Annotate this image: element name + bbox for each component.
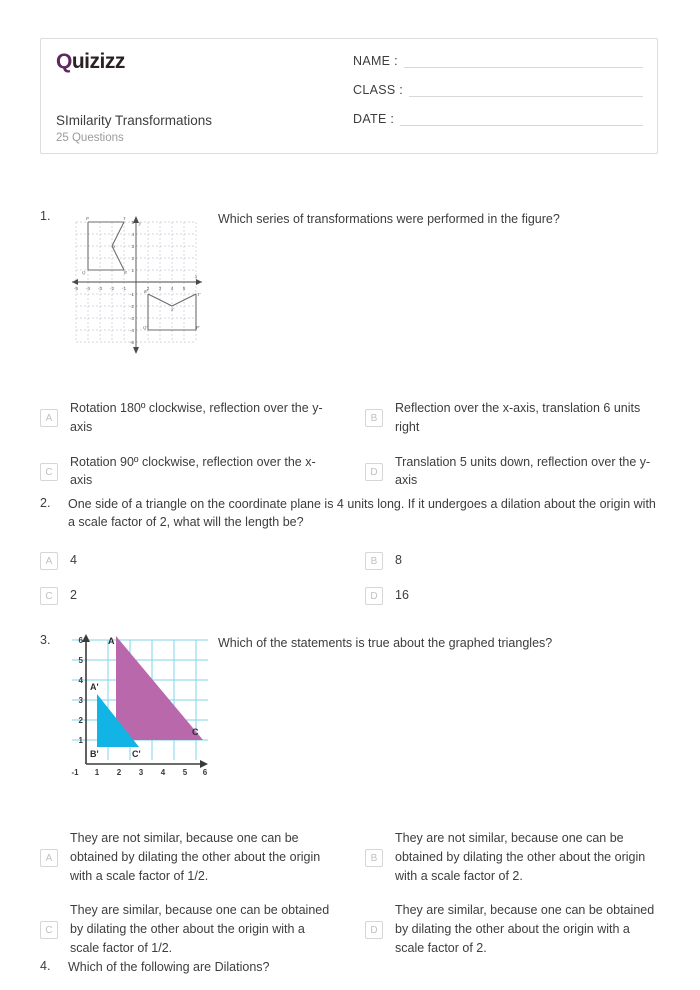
answer-letter-c: C <box>40 587 58 605</box>
question-3-answer-d[interactable] <box>365 901 660 957</box>
answer-letter-d: D <box>365 463 383 481</box>
svg-text:T': T' <box>197 292 201 297</box>
question-1-head <box>40 208 660 361</box>
quiz-header-card <box>40 38 658 154</box>
svg-text:-2: -2 <box>109 286 115 291</box>
name-field-row <box>353 53 643 68</box>
name-field-label: NAME : <box>353 54 398 68</box>
question-2-answer-a[interactable] <box>40 551 335 570</box>
question-2-answers <box>40 551 660 605</box>
question-1-number: 1. <box>40 209 51 223</box>
label-C: C <box>192 727 199 737</box>
label-B-prime: B' <box>90 749 99 759</box>
answer-letter-b: B <box>365 552 383 570</box>
answer-letter-d: D <box>365 587 383 605</box>
answer-text-a: Rotation 180º clockwise, reflection over the y-axis <box>70 401 323 434</box>
svg-text:3: 3 <box>131 244 134 249</box>
answer-letter-b: B <box>365 849 383 867</box>
svg-text:4: 4 <box>170 286 174 291</box>
svg-text:4: 4 <box>160 768 166 777</box>
svg-text:3: 3 <box>138 768 144 777</box>
svg-text:6: 6 <box>202 768 208 777</box>
answer-letter-a: A <box>40 552 58 570</box>
question-4-number: 4. <box>40 959 51 973</box>
svg-text:6: 6 <box>78 636 83 645</box>
question-1-text: Which series of transformations were performed in the figure? <box>218 212 560 226</box>
svg-text:3: 3 <box>78 696 83 705</box>
svg-text:T: T <box>123 216 126 221</box>
name-input-line[interactable] <box>404 53 643 68</box>
svg-text:4: 4 <box>78 676 83 685</box>
answer-text-b: 8 <box>395 553 402 568</box>
question-4-text: Which of the following are Dilations? <box>68 960 270 974</box>
answer-text-a: They are not similar, because one can be obtained by dilating the other about the origin with a scale factor of 1/2. <box>70 831 321 883</box>
date-field-row <box>353 111 643 126</box>
question-1-answer-d[interactable] <box>365 453 660 491</box>
svg-text:5: 5 <box>78 656 83 665</box>
dilated-triangles-figure <box>68 632 214 784</box>
quiz-title: SImilarity Transformations <box>56 113 213 128</box>
answer-text-d: Translation 5 units down, reflection over the y-axis <box>395 454 651 488</box>
question-3-text: Which of the statements is true about the graphed triangles? <box>218 636 553 650</box>
svg-text:Q': Q' <box>143 325 148 330</box>
class-field-row <box>353 82 643 97</box>
svg-text:5: 5 <box>182 768 188 777</box>
quiz-question-count: 25 Questions <box>56 131 124 144</box>
svg-text:1: 1 <box>78 736 83 745</box>
svg-text:y: y <box>139 222 142 227</box>
svg-text:-1: -1 <box>71 768 79 777</box>
question-2-head <box>40 495 660 531</box>
question-3-answer-a[interactable] <box>40 829 335 885</box>
answer-text-a: 4 <box>70 553 77 568</box>
answer-letter-a: A <box>40 849 58 867</box>
svg-text:Q: Q <box>82 270 86 275</box>
question-3-head <box>40 632 660 789</box>
question-2-answer-d[interactable] <box>365 586 660 605</box>
label-C-prime: C' <box>132 749 141 759</box>
svg-text:P': P' <box>196 325 200 330</box>
answer-text-d: 16 <box>395 588 409 603</box>
question-3-answer-c[interactable] <box>40 901 335 957</box>
svg-text:-4: -4 <box>85 286 91 291</box>
student-info-fields <box>353 53 643 126</box>
question-3-block <box>40 632 660 958</box>
answer-text-c: They are similar, because one can be obtained by dilating the other about the origin with a scale factor of 1/2. <box>70 903 330 955</box>
question-2-answer-b[interactable] <box>365 551 660 570</box>
large-triangle <box>116 636 203 740</box>
coordinate-plane-figure-1 <box>68 208 210 356</box>
answer-text-b: Reflection over the x-axis, translation 6 units right <box>395 401 641 434</box>
svg-text:-5: -5 <box>73 286 79 291</box>
svg-text:5: 5 <box>182 286 186 291</box>
label-A-prime: A' <box>90 682 99 692</box>
question-3-number: 3. <box>40 633 51 647</box>
question-3-figure <box>68 632 218 789</box>
svg-text:-3: -3 <box>97 286 103 291</box>
svg-text:-5: -5 <box>129 340 134 345</box>
answer-letter-d: D <box>365 921 383 939</box>
svg-text:2: 2 <box>131 256 134 261</box>
answer-text-c: Rotation 90º clockwise, reflection over the x-axis <box>70 454 316 488</box>
svg-text:R: R <box>124 270 127 275</box>
svg-text:5: 5 <box>131 220 134 225</box>
svg-text:2: 2 <box>78 716 83 725</box>
svg-text:-1: -1 <box>121 286 127 291</box>
svg-text:1: 1 <box>94 768 100 777</box>
question-1-block <box>40 208 660 490</box>
question-1-answer-a[interactable] <box>40 399 335 437</box>
question-4-head <box>40 958 660 976</box>
logo-rest-text: uizizz <box>71 50 125 73</box>
svg-text:1: 1 <box>131 268 134 273</box>
svg-text:S': S' <box>171 307 175 312</box>
question-2-answer-c[interactable] <box>40 586 335 605</box>
class-field-label: CLASS : <box>353 83 404 97</box>
svg-text:4: 4 <box>131 232 134 237</box>
question-1-answer-c[interactable] <box>40 453 335 491</box>
header-left <box>56 51 366 144</box>
answer-letter-a: A <box>40 409 58 427</box>
question-2-number: 2. <box>40 496 51 510</box>
answer-letter-b: B <box>365 409 383 427</box>
question-2-text: One side of a triangle on the coordinate plane is 4 units long. If it undergoes a dilation about the origin with a scale factor of 2, what will the length be? <box>68 497 656 530</box>
svg-text:3: 3 <box>158 286 162 291</box>
svg-text:2: 2 <box>146 286 150 291</box>
date-field-label: DATE : <box>353 112 395 126</box>
svg-text:-3: -3 <box>129 316 134 321</box>
svg-text:-1: -1 <box>129 292 134 297</box>
svg-text:S: S <box>113 244 116 249</box>
answer-letter-c: C <box>40 921 58 939</box>
question-2-block <box>40 495 660 605</box>
answer-text-d: They are similar, because one can be obtained by dilating the other about the origin with a scale factor of 2. <box>395 903 655 955</box>
answer-text-c: 2 <box>70 588 77 603</box>
logo-q-letter: Q <box>56 50 72 73</box>
answer-letter-c: C <box>40 463 58 481</box>
question-3-answers <box>40 829 660 958</box>
svg-text:R': R' <box>144 289 148 294</box>
svg-text:-2: -2 <box>129 304 134 309</box>
svg-text:P: P <box>86 216 89 221</box>
question-1-answer-b[interactable] <box>365 399 660 437</box>
date-input-line[interactable] <box>400 111 643 126</box>
quizizz-logo <box>56 51 366 72</box>
question-1-figure <box>68 208 218 361</box>
svg-text:2: 2 <box>116 768 122 777</box>
answer-text-b: They are not similar, because one can be obtained by dilating the other about the origin with a scale factor of 2. <box>395 831 646 883</box>
class-input-line[interactable] <box>409 82 643 97</box>
question-3-answer-b[interactable] <box>365 829 660 885</box>
question-1-answers <box>40 399 660 490</box>
svg-text:-4: -4 <box>129 328 134 333</box>
question-4-block <box>40 958 660 976</box>
svg-text:x: x <box>195 275 198 280</box>
label-A: A <box>108 636 115 646</box>
